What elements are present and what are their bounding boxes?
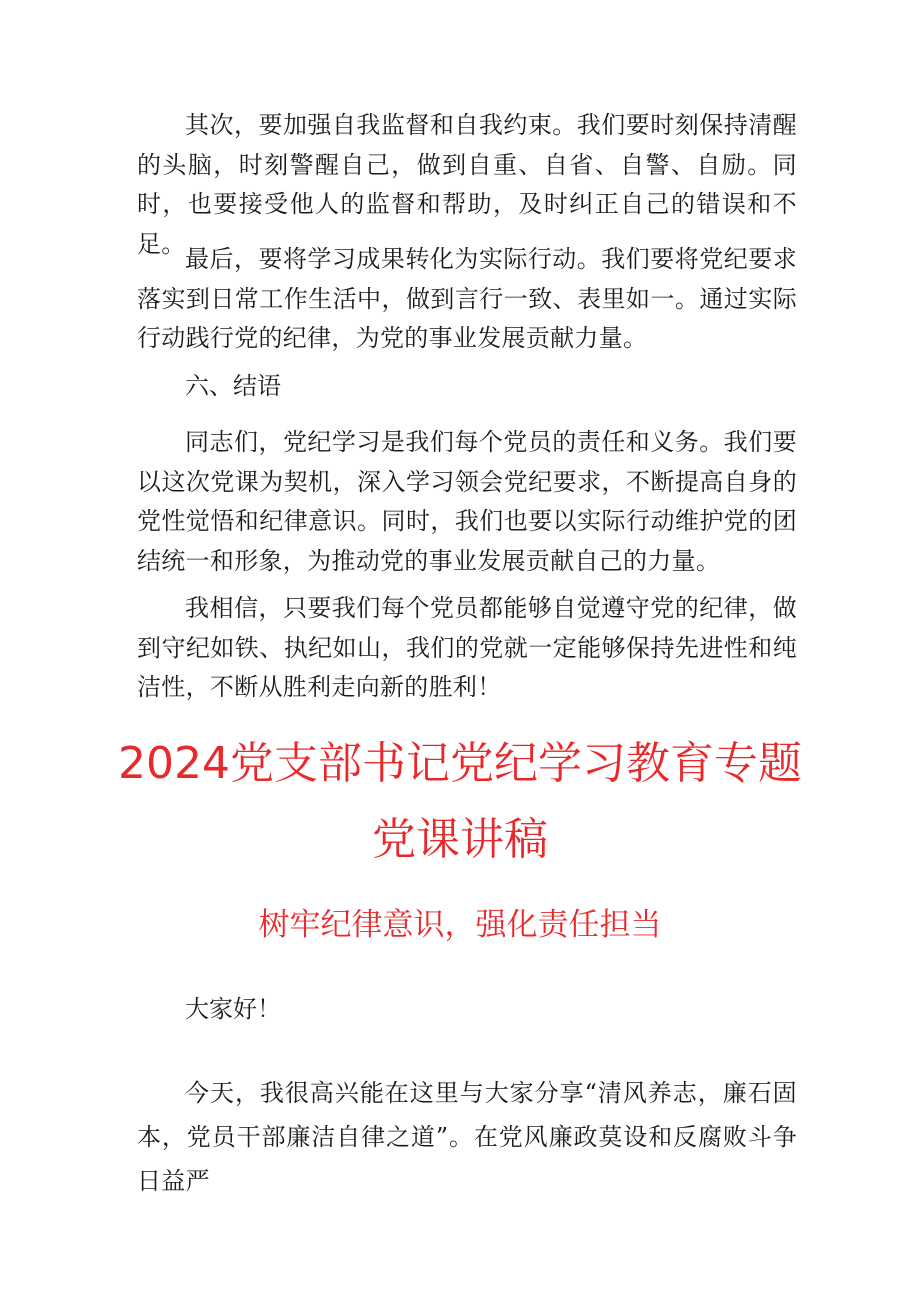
- greeting: 大家好！: [185, 995, 281, 1023]
- document-title: 2024党支部书记党纪学习教育专题党课讲稿: [118, 738, 802, 865]
- paragraph-belief: 我相信，只要我们每个党员都能够自觉遵守党的纪律，做到守纪如铁、执纪如山，我们的党就一定能够保持先进性和纯洁性，不断从胜利走向新的胜利！: [137, 594, 797, 701]
- section-heading-conclusion: 六、结语: [185, 372, 281, 400]
- paragraph-comrades: 同志们，党纪学习是我们每个党员的责任和义务。我们要以这次党课为契机，深入学习领会党纪要求，不断提高自身的党性觉悟和纪律意识。同时，我们也要以实际行动维护党的团结统一和形象，为推动党的事业发展贡献自己的力量。: [137, 428, 797, 575]
- paragraph-action: 最后，要将学习成果转化为实际行动。我们要将党纪要求落实到日常工作生活中，做到言行一致、表里如一。通过实际行动践行党的纪律，为党的事业发展贡献力量。: [137, 245, 797, 352]
- document-subtitle: 树牢纪律意识，强化责任担当: [258, 907, 662, 943]
- paragraph-self-supervision: 其次，要加强自我监督和自我约束。我们要时刻保持清醒的头脑，时刻警醒自己，做到自重、自省、自警、自励。同时，也要接受他人的监督和帮助，及时纠正自己的错误和不足。: [137, 111, 797, 258]
- paragraph-intro: 今天，我很高兴能在这里与大家分享“清风养志，廉石固本，党员干部廉洁自律之道”。在党风廉政莫设和反腐败斗争日益严: [137, 1079, 797, 1195]
